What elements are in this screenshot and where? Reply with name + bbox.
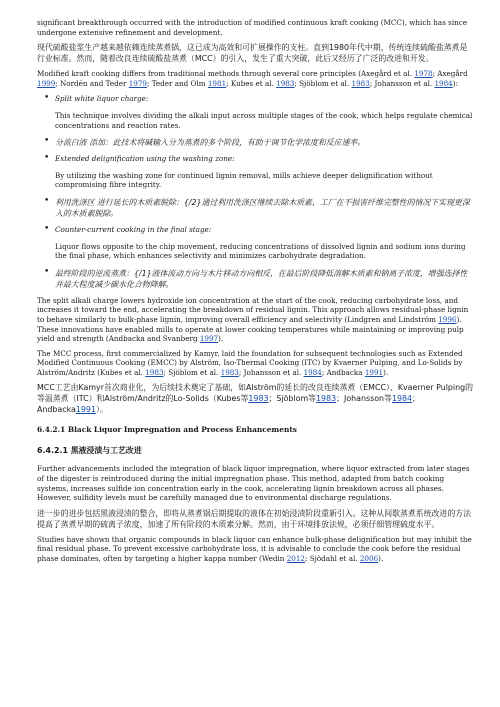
text-span: ).: [383, 367, 389, 377]
list-item-counter-current-zh: [37, 268, 474, 290]
citation-link[interactable]: 1981: [207, 78, 227, 88]
text-span: ; Axegård: [432, 69, 468, 79]
text-span: ).: [378, 554, 384, 564]
citation-link[interactable]: 1999: [37, 78, 56, 88]
text-span: ; Johansson et al.: [238, 367, 304, 377]
list-item-extended-delignification: [37, 154, 474, 164]
paragraph-intro-zh: 现代硫酸盐浆生产越来越依赖连续蒸煮锅，这已成为高效和可扩展操作的支柱。直到1980年代中期，传统连续硫酸盐蒸煮是行业标准。然而，随着改良连续硫酸盐蒸煮（MCC）的引入，发生了重大突破，此后又经历了广泛的改进和开发。: [37, 43, 468, 64]
text-span: ; Nordén and Teder: [55, 78, 129, 88]
citation-link[interactable]: 1983: [276, 78, 295, 88]
citation-link[interactable]: 1983: [145, 367, 164, 377]
paragraph-intro-en: significant breakthrough occurred with the introduction of modified continuous kraft cooking (MCC), which has since undergone extensive refinement and development.: [37, 18, 468, 37]
section-heading-zh: 6.4.2.1 黑液浸渍与工艺改进: [37, 446, 142, 456]
text-span: Modified kraft cooking differs from traditional methods through several core principles (Axegård et al.: [37, 69, 415, 79]
text-span: ; Sjöblom et al.: [294, 78, 352, 88]
section-heading-en: 6.4.2.1 Black Liquor Impregnation and Process Enhancements: [37, 425, 297, 435]
text-span: ; Johansson et al.: [369, 78, 435, 88]
paragraph-mcc-principles: [37, 69, 474, 88]
citation-link[interactable]: 1984: [303, 367, 322, 377]
text-span: ; Kubes et al.: [226, 78, 277, 88]
list-item-translation: • 分流白液 添加：此技术将碱输入分为蒸煮的多个阶段，有助于调节化学浓度和反应速率。: [55, 138, 366, 148]
citation-link[interactable]: 2012: [286, 554, 305, 564]
list-item-label: • Counter-current cooking in the final stage:: [55, 224, 212, 234]
paragraph-black-liquor-zh: 进一步的进步包括黑液浸渍的整合，即将从蒸煮锅后期提取的液体在初始浸渍阶段重新引入。这种从间歇蒸煮系统改进的方法提高了蒸煮早期的硫离子浓度，加速了所有阶段的木质素分解。然而，由于环境排放法规，必须仔细管理硫度水平。: [37, 508, 471, 529]
list-item-translation: • 利用洗涤区 进行延长的木质素脱除：{/2}通过利用洗涤区继续去除木质素，工厂在不损害纤维完整性的情况下实现更深入的木质素脱除。: [55, 197, 470, 218]
text-span: MCC工艺由Kamyr首次商业化，为后续技术奠定了基础，如Alström的延长的改良连续蒸煮（EMCC）、Kvaerner Pulping的等温蒸煮（ITC）和Alström/Andritz的Lo-Solids（Kubes等: [37, 383, 473, 404]
citation-link[interactable]: 1991: [364, 367, 384, 377]
text-span: ；Johansson等: [336, 394, 392, 404]
citation-link[interactable]: 1996: [438, 314, 457, 324]
text-span: ; Teder and Olm: [146, 78, 208, 88]
list-item-description: By utilizing the washing zone for continued lignin removal, mills achieve deeper delignification without compromising fibre integrity.: [55, 170, 433, 190]
list-item-extended-delignification-zh: [37, 197, 474, 219]
text-span: ; Sjöblom et al.: [163, 367, 221, 377]
list-item-counter-current: [37, 225, 474, 235]
text-span: The MCC process, first commercialized by Kamyr, laid the foundation for subsequent technologies such as Extended Modified Continuous Cooking (EMCC) by Alström, Iso-Thermal Cooking (ITC) by Kvaerner Pulping, and Lo-Solids by Alström/Andritz (Kubes et al.: [37, 348, 463, 377]
citation-link[interactable]: 1997: [199, 334, 219, 344]
citation-link[interactable]: 1978: [414, 69, 433, 79]
text-span: ). These innovations have enabled mills to operate at lower cooking temperatures while maintaining or improving pulp yield and strength (Andbacka and Svanberg: [37, 314, 464, 344]
text-span: ；Sjöblom等: [268, 394, 317, 404]
citation-link[interactable]: 1991: [75, 405, 96, 415]
text-span: ；Andbacka: [37, 394, 420, 415]
citation-link[interactable]: 1983: [220, 367, 239, 377]
list-item-split-white-liquor-zh: [37, 137, 474, 148]
list-item-translation: • 最终阶段的逆流蒸煮：{/1}液体流动方向与木片移动方向相反，在最后阶段降低溶解木质素和钠离子浓度，增强选择性并最大程度减少碳水化合物降解。: [55, 268, 468, 289]
paragraph-organic-compounds: [37, 535, 474, 564]
text-span: Studies have shown that organic compounds in black liquor can enhance bulk-phase delignification but may inhibit the final residual phase. To prevent excessive carbohydrate loss, it is advisable to conclude the cook before the residual phase dominates, often by targeting a higher kappa number (Wedin: [37, 534, 472, 564]
paragraph-black-liquor-en: Further advancements included the integration of black liquor impregnation, where liquor extracted from later stages of the digester is reintroduced during the initial impregnation phase. This method, adapted from batch cooking systems, increases sulfide ion concentration early in the cook, accelerating lignin breakdown across all phases. However, sulfidity levels must be carefully managed due to environmental discharge regulations.: [37, 464, 470, 503]
citation-link[interactable]: 1984: [434, 78, 453, 88]
text-span: The split alkali charge lowers hydroxide ion concentration at the start of the cook, reducing carbohydrate loss, and increases it toward the end, accelerating the breakdown of residual lignin. This approach allows residual-phase lignin to behave similarly to bulk-phase lignin, improving overall efficiency and selectivity (Lindgren and Lindström: [37, 295, 469, 324]
principles-list: [37, 94, 474, 289]
citation-link[interactable]: 1979: [128, 78, 147, 88]
paragraph-mcc-process-zh: [37, 382, 474, 415]
text-span: ).: [218, 334, 224, 344]
citation-link[interactable]: 1983: [248, 394, 269, 404]
list-item-label: • Extended delignification using the washing zone:: [55, 154, 235, 164]
list-item-description: Liquor flows opposite to the chip movement, reducing concentrations of dissolved lignin and sodium ions during the final phase, which enhances selectivity and minimizes carbohydrate degradation.: [55, 241, 466, 261]
citation-link[interactable]: 1983: [316, 394, 337, 404]
paragraph-mcc-process: [37, 349, 474, 378]
text-span: ; Sjödahl et al.: [304, 554, 360, 564]
list-item-split-white-liquor: [37, 94, 474, 104]
text-span: ):: [452, 78, 458, 88]
citation-link[interactable]: 2006: [359, 554, 379, 564]
text-span: ; Andbacka: [321, 367, 365, 377]
list-item-description: This technique involves dividing the alkali input across multiple stages of the cook, which helps regulate chemical concentrations and reaction rates.: [55, 110, 473, 130]
citation-link[interactable]: 1984: [391, 394, 413, 404]
text-span: ）。: [95, 405, 108, 415]
citation-link[interactable]: 1983: [351, 78, 370, 88]
paragraph-split-alkali: [37, 296, 474, 344]
list-item-label: • Split white liquor charge:: [55, 94, 149, 104]
